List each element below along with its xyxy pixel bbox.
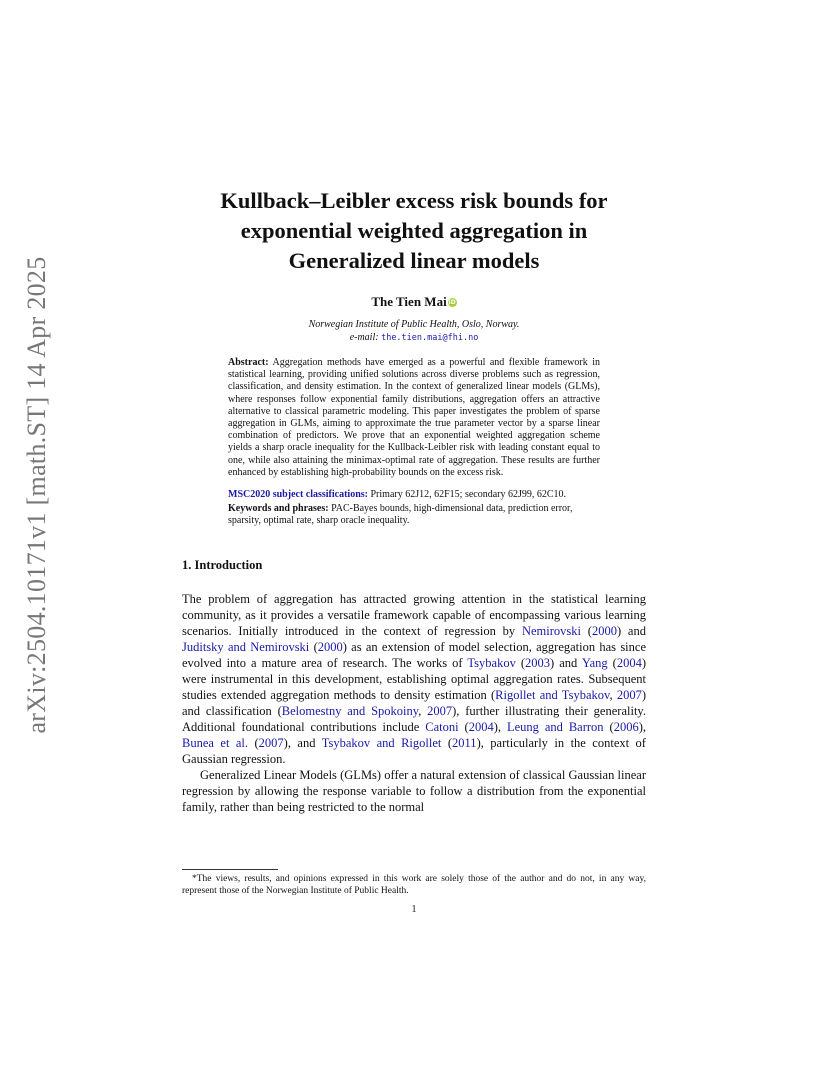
keywords-text: PAC-Bayes bounds, high-dimensional data, prediction error, sparsity, optimal rate, sharp oracle inequality. <box>228 503 573 527</box>
abstract-text: Aggregation methods have emerged as a powerful and flexible framework in statistical learning, providing unified solutions across diverse problems such as regression, classification, and density estimation. In the context of generalized linear models (GLMs), where responses follow exponential family distributions, aggregation offers an attractive alternative to classical parametric modeling. This paper investigates the problem of sparse aggregation in GLMs, aiming to approximate the true parameter vector by a sparse linear combination of predictors. We prove that an exponential weighted aggregation scheme yields a sharp oracle inequality for the Kullback-Leibler risk with leading constant equal to one, while also attaining the minimax-optimal rate of aggregation. These results are further enhanced by establishing high-probability bounds on the excess risk. <box>228 357 600 478</box>
citation-link[interactable]: 2003 <box>525 655 551 670</box>
citation-link[interactable]: Bunea et al. <box>182 735 249 750</box>
affiliation: Norwegian Institute of Public Health, Oslo, Norway. <box>308 319 520 330</box>
paragraph-text: The problem of aggregation has attracted growing attention in the statistical learning community, as it provides a versatile framework capable of encompassing various learning scenarios. Initially introduced in the context of regression by <box>182 591 646 638</box>
citation-link[interactable]: 2011 <box>452 735 477 750</box>
paragraph-text: ( <box>581 623 592 638</box>
paragraph-text: ) were instrumental in this development, establishing optimal aggregation rates. Subsequent studies extended aggregation methods to density estimation ( <box>182 655 646 702</box>
keywords <box>228 503 600 527</box>
paragraph-text: ( <box>309 639 318 654</box>
paper-title <box>182 186 646 276</box>
paper-page <box>182 186 646 815</box>
title-line-1: Kullback–Leibler excess risk bounds for <box>220 188 608 213</box>
email-label: e-mail: <box>349 332 379 343</box>
footnote-text: *The views, results, and opinions expressed in this work are solely those of the author and do not, in any way, represent those of the Norwegian Institute of Public Health. <box>182 874 646 896</box>
intro-paragraph-1 <box>182 591 646 767</box>
paragraph-text: ( <box>458 719 469 734</box>
paragraph-text: ), further illustrating their generality. Additional foundational contributions include <box>182 703 646 734</box>
arxiv-side-stamp <box>12 240 62 750</box>
email-link[interactable]: the.tien.mai@fhi.no <box>381 333 479 343</box>
paragraph-text: ( <box>441 735 453 750</box>
citation-link[interactable]: Catoni <box>425 719 459 734</box>
footnote-rule <box>182 869 278 870</box>
citation-link[interactable]: 2000 <box>317 639 343 654</box>
paragraph-text: ( <box>603 719 614 734</box>
msc-classifications <box>228 489 600 501</box>
paragraph-text: ), <box>638 719 646 734</box>
paragraph-text: ( <box>248 735 259 750</box>
paragraph-text: , <box>418 703 428 718</box>
citation-link[interactable]: 2000 <box>591 623 617 638</box>
citation-link[interactable]: 2007 <box>258 735 284 750</box>
citation-link[interactable]: 2007 <box>616 687 642 702</box>
citation-link[interactable]: 2007 <box>427 703 453 718</box>
footnote <box>182 873 646 897</box>
msc-text: Primary 62J12, 62F15; secondary 62J99, 62C10. <box>370 489 567 501</box>
citation-link[interactable]: Tsybakov and Rigollet <box>321 735 442 750</box>
title-line-2: exponential weighted aggregation in <box>240 218 588 243</box>
citation-link[interactable]: 2006 <box>613 719 639 734</box>
abstract-heading: Abstract: <box>228 357 269 368</box>
author-line <box>182 294 646 310</box>
paragraph-text: ), <box>493 719 507 734</box>
paragraph-text: ( <box>515 655 526 670</box>
keywords-heading: Keywords and phrases: <box>228 503 329 515</box>
title-line-3: Generalized linear models <box>288 248 540 273</box>
paragraph-text: , <box>609 687 617 702</box>
paragraph-text: ) and classification ( <box>182 687 647 718</box>
paragraph-text: ( <box>607 655 617 670</box>
section-heading-introduction: 1. Introduction <box>182 557 263 572</box>
intro-paragraph-2: Generalized Linear Models (GLMs) offer a natural extension of classical Gaussian linear regression by allowing the response variable to follow a distribution from the exponential family, rather than being restricted to the normal <box>182 767 646 814</box>
arxiv-identifier: arXiv:2504.10171v1 [math.ST] 14 Apr 2025 <box>22 256 51 734</box>
email-line <box>182 331 646 345</box>
citation-link[interactable]: Leung and Barron <box>506 719 604 734</box>
citation-link[interactable]: Tsybakov <box>467 655 516 670</box>
orcid-icon[interactable]: iD <box>448 299 456 306</box>
citation-link[interactable]: Rigollet and Tsybakov <box>495 687 610 702</box>
paragraph-text: ), particularly in the context of Gaussian regression. <box>182 735 646 766</box>
msc-heading-link[interactable]: MSC2020 subject classifications: <box>228 489 368 501</box>
paragraph-text: ), and <box>283 735 322 750</box>
paragraph-text: ) as an extension of model selection, aggregation has since evolved into a mature area of research. The works of <box>182 639 646 670</box>
introduction-body <box>182 591 646 815</box>
paragraph-text: ) and <box>550 655 582 670</box>
citation-link[interactable]: Nemirovski <box>521 623 581 638</box>
page-number: 1 <box>411 904 417 915</box>
author-name: The Tien Mai <box>371 294 447 309</box>
citation-link[interactable]: 2004 <box>468 719 494 734</box>
abstract <box>228 357 600 479</box>
citation-link[interactable]: Juditsky and Nemirovski <box>182 639 310 654</box>
paragraph-text: ) and <box>616 623 646 638</box>
citation-link[interactable]: Yang <box>581 655 608 670</box>
citation-link[interactable]: Belomestny and Spokoiny <box>281 703 419 718</box>
citation-link[interactable]: 2004 <box>616 655 642 670</box>
